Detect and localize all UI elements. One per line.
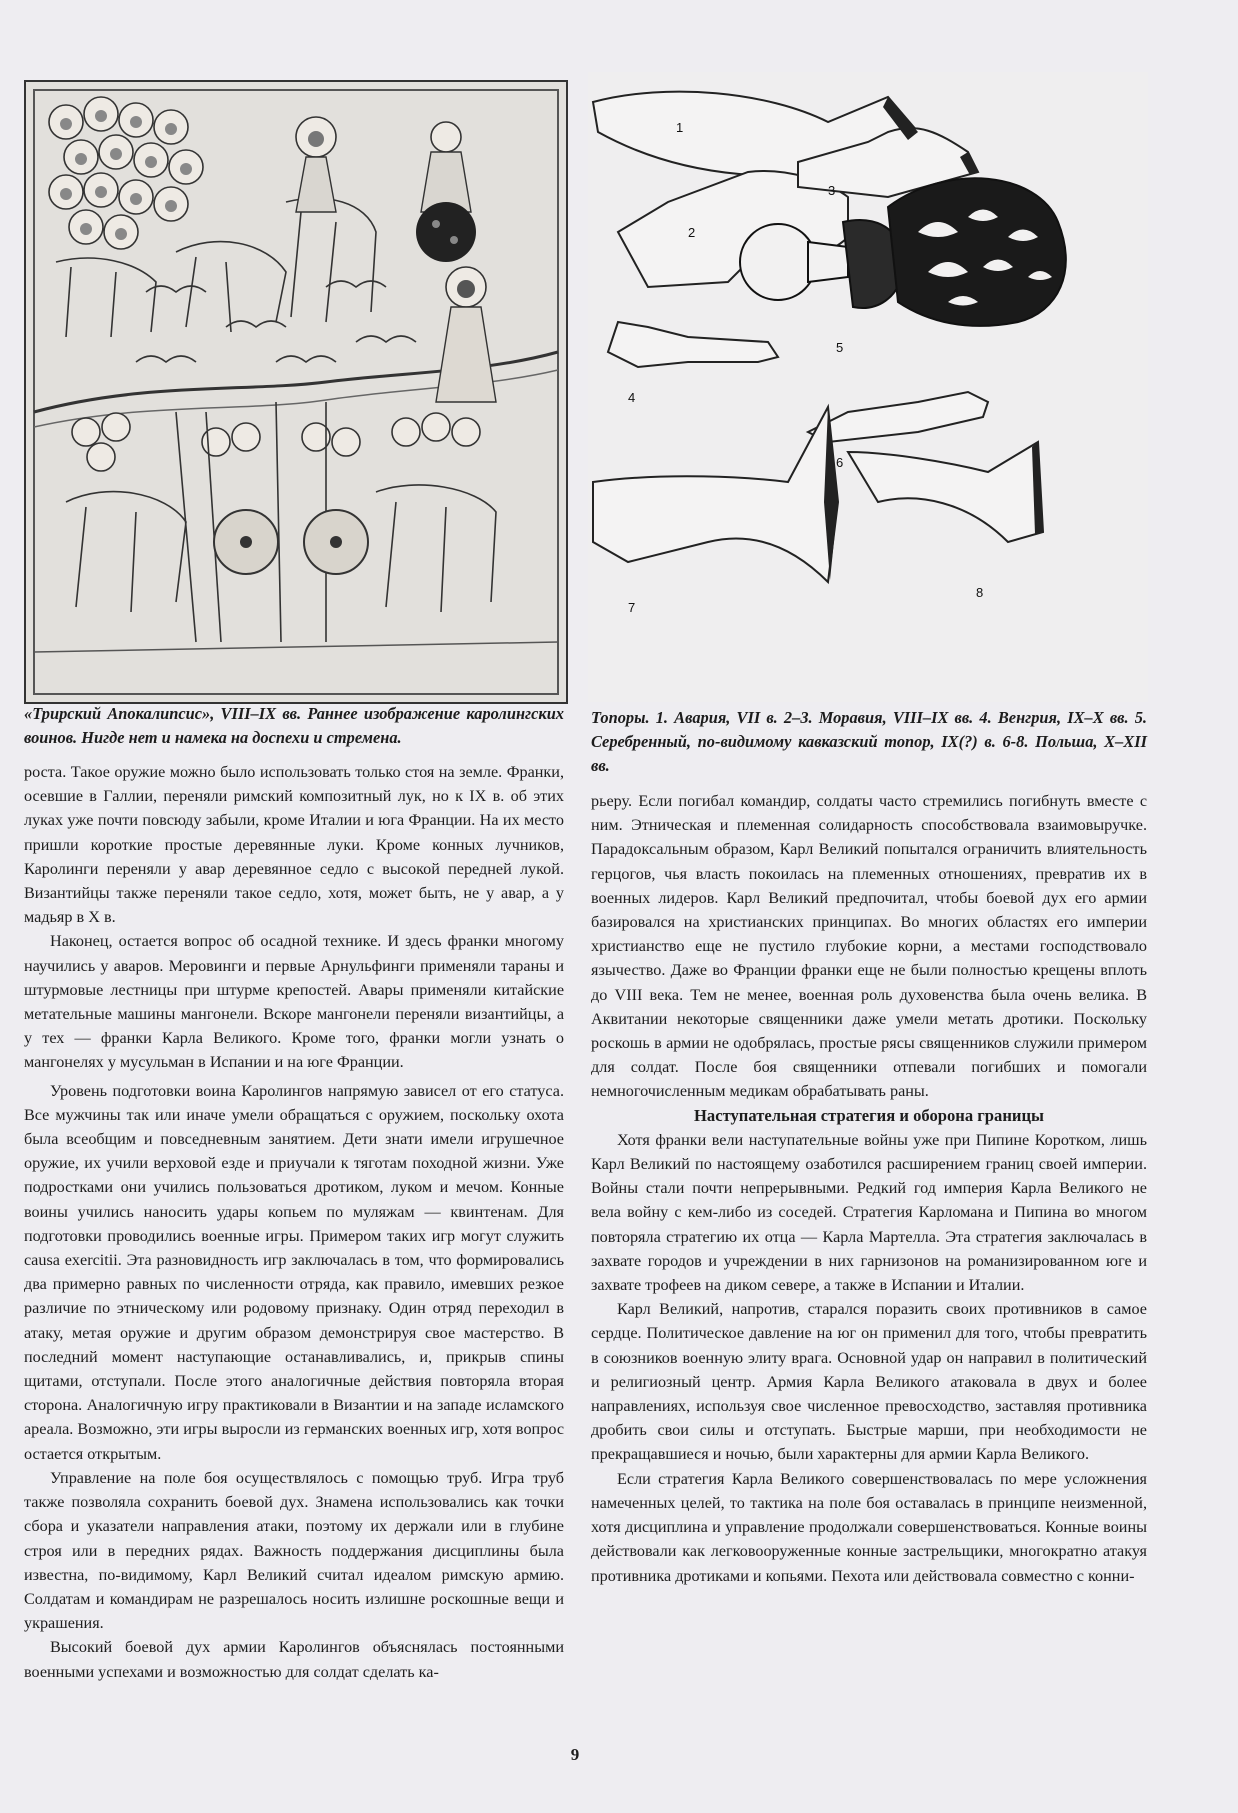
axe-label-6: 6 — [836, 455, 844, 470]
axe-4-shape — [608, 322, 778, 367]
axe-label-5: 5 — [836, 340, 844, 355]
paragraph: Хотя франки вели наступательные войны уже при Пипине Коротком, лишь Карл Великий по настоящему озаботился расширением границ своей империи. Войны стали почти непрерывными. Редкий год империя Карла Великого не вела войну с кем-либо из соседей. Стратегия Карломана и Пипина во многом повторяла стратегию их отца — Карла Мартелла. Эта стратегия заключалась в захвате городов и учреждении в них гарнизонов на романизированном юге и захвате трофеев на диком севере, а также в Испании и Италии. — [591, 1130, 1147, 1295]
manuscript-drawing — [26, 82, 566, 702]
right-text-column — [591, 789, 1147, 1588]
axe-label-4: 4 — [628, 390, 636, 405]
left-figure-caption: «Трирский Апокалипсис», VIII–IX вв. Раннее изображение каролингских воинов. Нигде нет и намека на доспехи и стремена. — [24, 704, 564, 747]
paragraph: Карл Великий, напротив, старался поразить своих противников в самое сердце. Политическое давление на юг он применил для того, чтобы превратить в союзников военную элиту врага. Основной удар он направил в политический и религиозный центр. Армия Карла Великого атаковала в двух и более направлениях, используя свое численное превосходство, заставляя противника дробить свои силы и отступать. Быстрые марши, при необходимости не прекращавшиеся и ночью, были характерны для армии Карла Великого. — [591, 1300, 1147, 1464]
paragraph: Уровень подготовки воина Каролингов напрямую зависел от его статуса. Все мужчины так или иначе умели обращаться с оружием, поскольку охота была всеобщим и повседневным занятием. Дети знати имели игрушечное оружие, их учили верховой езде и приучали к тяготам походной жизни. Уже подростками они учились пользоваться дротиком, луком и мечом. Конные воины учились наносить удары копьем по муляжам — квинтенам. Для подготовки проводились военные игры. Примером таких игр могут служить causa exercitii. Эта разновидность игр заключалась в том, что формировались два примерно равных по численности отряда, как правило, имевших резкое различие по этническому или родовому признаку. Один отряд переходил в атаку, метая оружие и другим образом демонстрируя свое мастерство. В последний момент наступающие останавливались, и, прикрыв спины щитами, отступали. После этого аналогичные действия повторяла вторая сторона. Аналогичную игру практиковали в Византии и на западе исламского ареала. Возможно, эти игры выросли из германских военных игр, хотя вопрос остается открытым. — [24, 1081, 564, 1463]
axe-label-3: 3 — [828, 183, 836, 198]
paragraph: роста. Такое оружие можно было использовать только стоя на земле. Франки, осевшие в Галлии, переняли римский композитный лук, но к IX в. об этих луках уже почти повсюду забыли, кроме Италии и юга Франции. На их место пришли короткие простые деревянные луки. Кроме конных лучников, Каролинги переняли у авар деревянное седло с высокой передней лукой. Византийцы также переняли такое седло, хотя, может быть, не у авар, а у мадьяр в X в. — [24, 763, 564, 927]
axe-6-shape — [808, 392, 988, 442]
paragraph: Управление на поле боя осуществлялось с помощью труб. Игра труб также позволяла сохранить боевой дух. Знамена использовались как точки сбора и указатели направления атаки, поэтому их держали или в глубине строя или в передних рядах. Важность поддержания дисциплины была известна, по-видимому, Карл Великий считал идеалом римскую армию. Солдатам и командирам не разрешалось носить излишне роскошные вещи и украшения. — [24, 1468, 564, 1633]
axe-label-1: 1 — [676, 120, 684, 135]
paragraph: Если стратегия Карла Великого совершенствовалась по мере усложнения намеченных целей, то тактика на поле боя оставалась в принципе неизменной, хотя дисциплина и управление продолжали совершенствоваться. Конные воины действовали как легковооруженные конные застрельщики, многократно атакуя противника дротиками и копьями. Пехота или действовала совместно с конни- — [591, 1469, 1147, 1585]
axe-label-7: 7 — [628, 600, 636, 615]
section-heading: Наступательная стратегия и оборона границы — [694, 1105, 1044, 1125]
trier-apocalypse-illustration — [24, 80, 568, 704]
right-figure-caption: Топоры. 1. Авария, VII в. 2–3. Моравия, VIII–IX вв. 4. Венгрия, IX–X вв. 5. Серебренный, по-видимому кавказский топор, IX(?) в. 6-8. Польша, X–XII вв. — [591, 708, 1147, 775]
page-number: 9 — [570, 1745, 580, 1764]
axe-7-shape — [593, 407, 838, 582]
axe-8-shape — [848, 442, 1043, 542]
axe-label-2: 2 — [688, 225, 696, 240]
paragraph: рьеру. Если погибал командир, солдаты часто стремились погибнуть вместе с ним. Этническая и племенная солидарность способствовала взаимовыручке. Парадоксальным образом, Карл Великий попытался ограничить влиятельность герцогов, чья власть покоилась на племенных отношениях, превратив их в военных лидеров. Карл Великий предпочитал, чтобы боевой дух его армии базировался на христианских принципах. Во многих областях его империи христианство еще не пустило глубокие корни, а местами господствовало язычество. Даже во Франции франки еще не были полностью крещены вплоть до VIII века. Тем не менее, военная роль духовенства была очень велика. В Аквитании некоторые священники даже умели метать дротики. Поскольку роскошь в армии не одобрялась, простые рясы священников служили примером для солдат. После боя священники отпевали погибших и помогали немногочисленным медикам обрабатывать раны. — [591, 792, 1147, 1101]
paragraph: Высокий боевой дух армии Каролингов объяснялась постоянными военными успехами и возможностью для солдат сделать ка- — [24, 1638, 564, 1681]
axe-label-8: 8 — [976, 585, 984, 600]
paragraph: Наконец, остается вопрос об осадной технике. И здесь франки многому научились у аваров. Меровинги и первые Арнульфинги применяли тараны и штурмовые лестницы при штурме крепостей. Авары применяли китайские метательные машины мангонели. Вскоре мангонели переняли византийцы, а у тех — франки Карла Великого. Кроме того, франки могли узнать о мангонелях у мусульман в Испании и на юге Франции. — [24, 932, 564, 1072]
left-text-column — [24, 760, 564, 1684]
axes-illustration — [588, 72, 1148, 702]
axes-drawing — [588, 72, 1148, 702]
